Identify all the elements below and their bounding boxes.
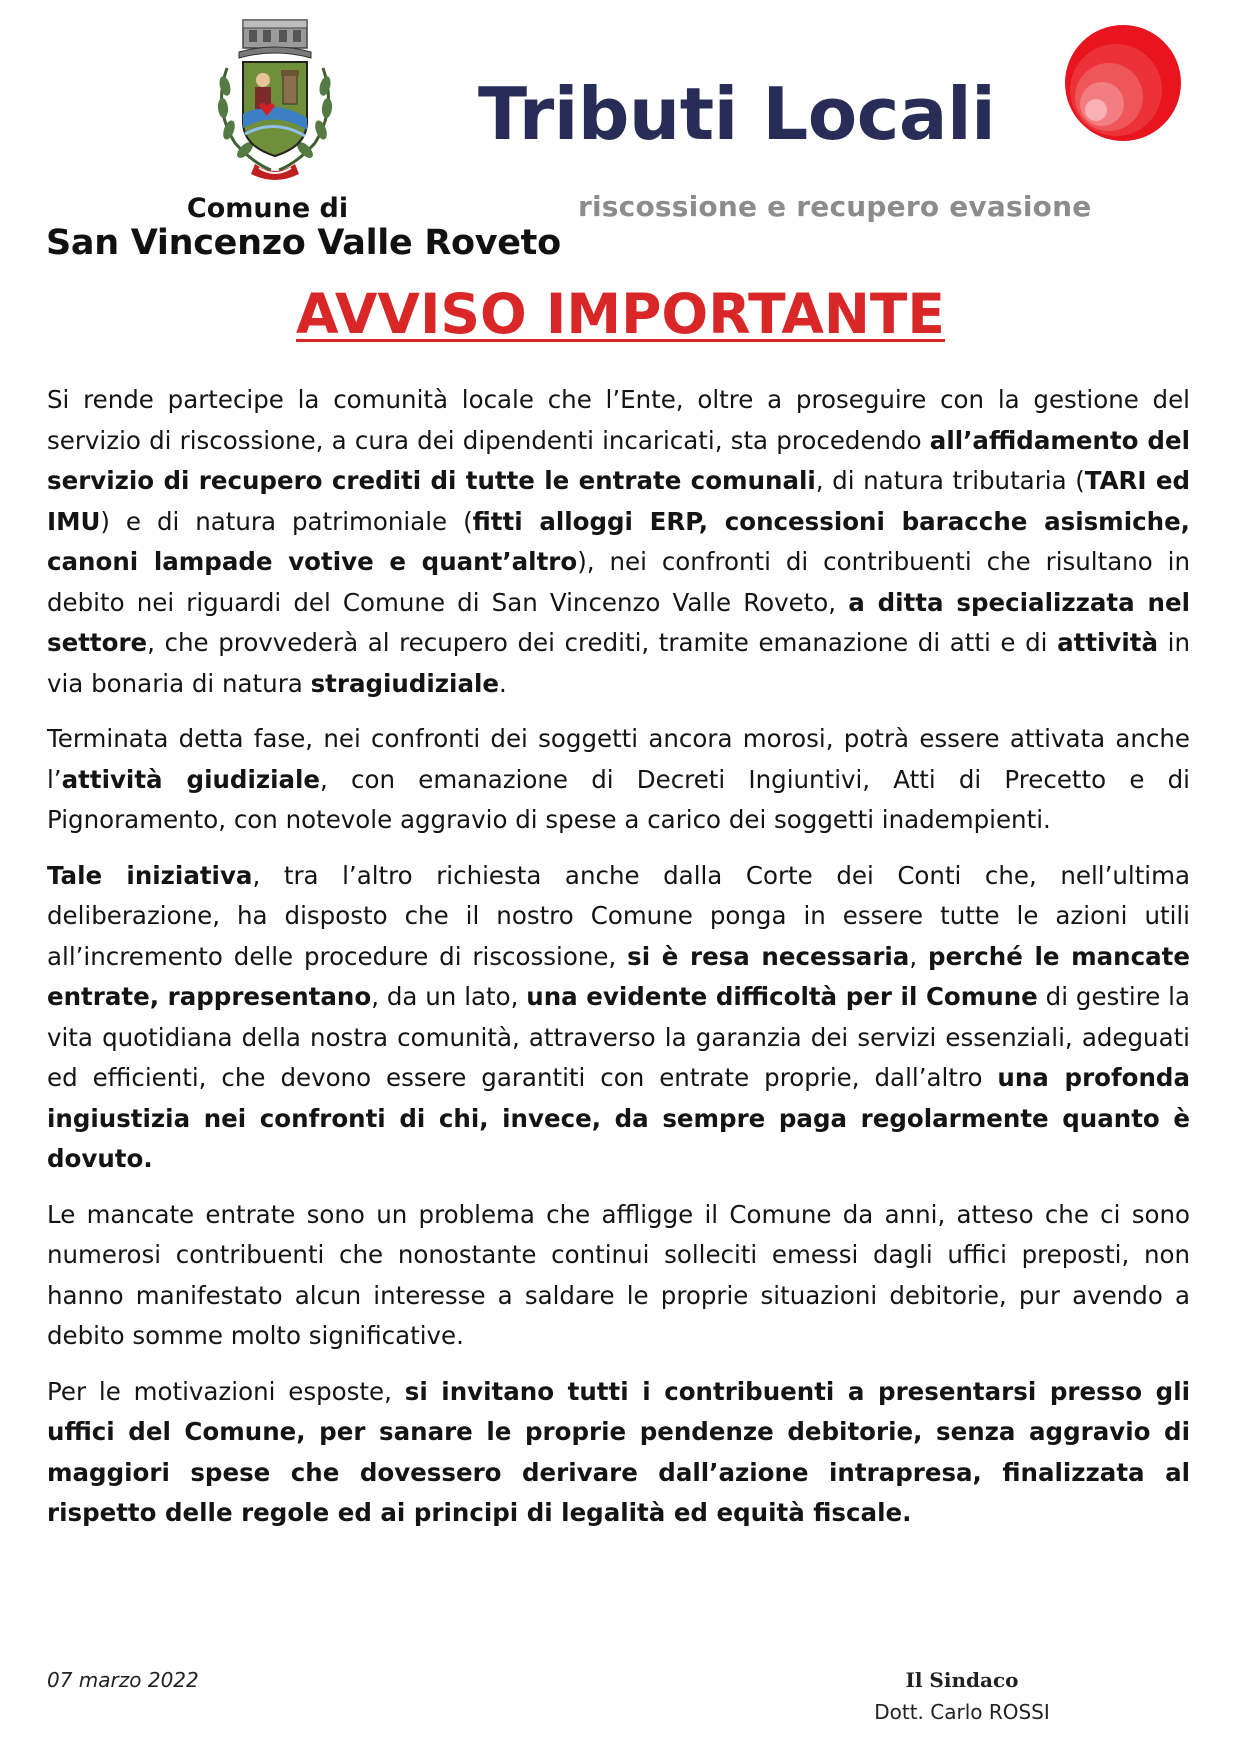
text-run: , di natura tributaria (: [815, 466, 1085, 495]
signatory-name: Dott. Carlo ROSSI: [874, 1700, 1050, 1724]
bold-text-run: si invitano tutti i contribuenti a presentarsi presso gli uffici del Comune, per sanare le proprie pendenze debitorie, senza aggravio di maggiori spese che dovessero derivare dall’azione intrapresa, finalizzata al rispetto delle regole ed ai principi di legalità ed equità fiscale.: [47, 1376, 1190, 1527]
text-run: ) e di natura patrimoniale (: [100, 506, 473, 536]
bold-text-run: a ditta specializzata nel settore: [47, 587, 1190, 657]
text-run: .: [499, 668, 507, 698]
bold-text-run: TARI ed IMU: [47, 466, 1191, 536]
text-run: Terminata detta fase, nei confronti dei soggetti ancora morosi, potrà essere attivata anche l’: [47, 724, 1190, 794]
notice-paragraph: [47, 856, 1190, 1180]
bold-text-run: una profonda ingiustizia nei confronti di chi, invece, da sempre paga regolarmente quanto è dovuto.: [47, 1063, 1190, 1173]
signatory-role: Il Sindaco: [905, 1668, 1019, 1692]
text-run: , che provvederà al recupero dei crediti, tramite emanazione di atti e di: [147, 628, 1058, 657]
text-run: di gestire la vita quotidiana della nostra comunità, attraverso la garanzia dei servizi essenziali, adeguati ed efficienti, che devono essere garantiti con entrate proprie, dall’altro: [47, 982, 1190, 1092]
municipal-crest-icon: [205, 18, 345, 188]
brand-subtitle: riscossione e recupero evasione: [578, 190, 1092, 223]
bold-text-run: all’affidamento del servizio di recupero crediti di tutte le entrate comunali: [47, 425, 1190, 495]
text-run: ), nei confronti di contribuenti che risultano in debito nei riguardi del Comune di San Vincenzo Valle Roveto,: [47, 547, 1191, 617]
bold-text-run: perché le mancate entrate, rappresentano: [47, 941, 1191, 1011]
notice-paragraph: [47, 1372, 1190, 1534]
text-run: Le mancate entrate sono un problema che affligge il Comune da anni, atteso che ci sono numerosi contribuenti che nonostante continui solleciti emessi dagli uffici preposti, non hanno manifestato alcun interesse a saldare le proprie situazioni debitorie, pur avendo a debito somme molto significative.: [47, 1199, 1190, 1350]
comune-name: San Vincenzo Valle Roveto: [46, 223, 561, 263]
notice-heading: AVVISO IMPORTANTE: [295, 282, 946, 346]
notice-body: [47, 380, 1190, 1549]
bold-text-run: una evidente difficoltà per il Comune: [526, 982, 1038, 1011]
text-run: in via bonaria di natura: [47, 628, 1190, 698]
brand-title: Tributi Locali: [478, 72, 996, 156]
bold-text-run: Tale iniziativa: [47, 860, 253, 890]
bold-text-run: si è resa necessaria: [627, 941, 910, 971]
notice-paragraph: [47, 719, 1190, 841]
brand-circle-icon: [1064, 24, 1182, 142]
text-run: Si rende partecipe la comunità locale che l’Ente, oltre a proseguire con la gestione del servizio di riscossione, a cura dei dipendenti incaricati, sta procedendo: [47, 385, 1190, 455]
notice-paragraph: [47, 1195, 1190, 1357]
text-run: Per le motivazioni esposte,: [47, 1376, 405, 1406]
bold-text-run: attività: [1057, 628, 1159, 657]
comune-label: Comune di: [186, 193, 349, 224]
bold-text-run: stragiudiziale: [310, 668, 500, 698]
bold-text-run: fitti alloggi ERP, concessioni baracche asismiche, canoni lampade votive e quant’altro: [47, 506, 1190, 576]
text-run: , tra l’altro richiesta anche dalla Corte dei Conti che, nell’ultima deliberazione, ha disposto che il nostro Comune ponga in essere tutte le azioni utili all’incremento delle procedure di riscossione,: [47, 860, 1190, 971]
text-run: ,: [909, 941, 929, 971]
text-run: , con emanazione di Decreti Ingiuntivi, Atti di Precetto e di Pignoramento, con notevole aggravio di spese a carico dei soggetti inadempienti.: [47, 764, 1190, 834]
bold-text-run: attività giudiziale: [61, 764, 321, 794]
notice-paragraph: [47, 380, 1190, 704]
text-run: , da un lato,: [371, 982, 527, 1011]
notice-date: 07 marzo 2022: [47, 1668, 199, 1692]
